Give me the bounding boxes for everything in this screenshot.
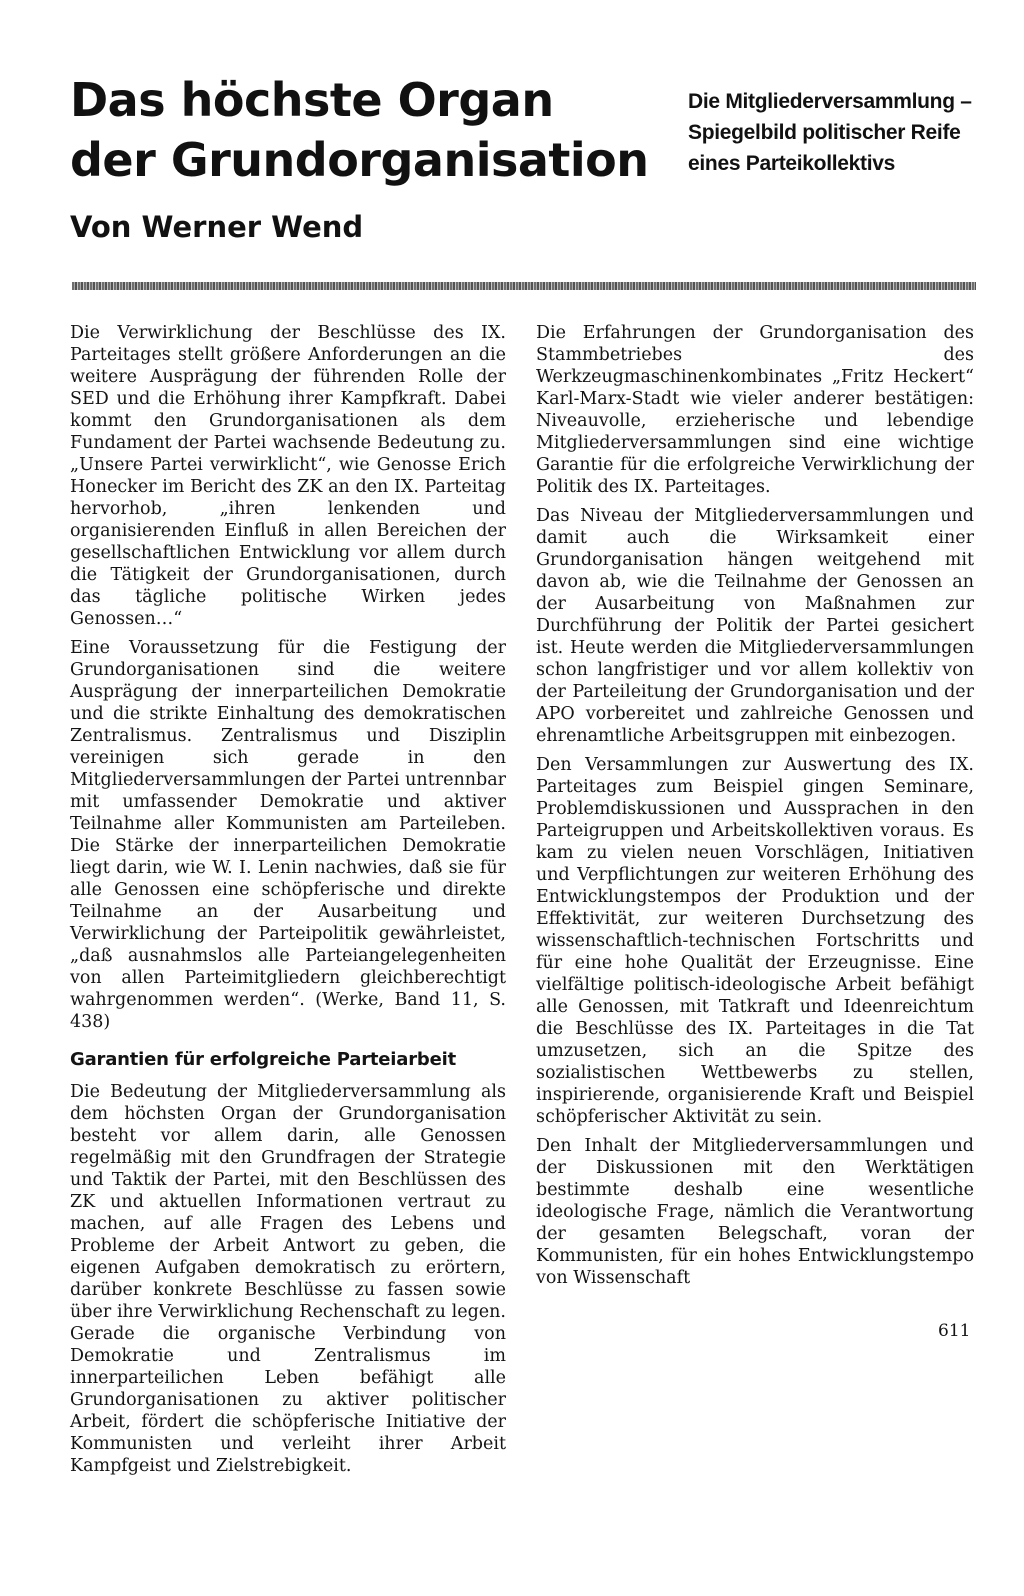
article-title-line-2: der Grundorganisation (70, 133, 649, 187)
right-column (536, 322, 974, 1296)
article-author: Von Werner Wend (70, 210, 364, 244)
article-subtitle (688, 86, 988, 179)
paragraph: Die Bedeutung der Mitgliederversammlung als dem höchsten Organ der Grundorganisation besteht vor allem darin, alle Genossen regelmäßig mit den Grundfragen der Strategie und Taktik der Partei, mit den Beschlüssen des ZK und aktuellen Informationen vertraut zu machen, auf alle Fragen des Lebens und Probleme der Arbeit Antwort zu geben, die eigenen Aufgaben demokratisch zu erörtern, darüber konkrete Beschlüsse zu fassen sowie über ihre Verwirklichung Rechenschaft zu legen. Gerade die organische Verbindung von Demokratie und Zentralismus im innerparteilichen Leben befähigt alle Grundorganisationen zu aktiver politischer Arbeit, fördert die schöpferische Initiative der Kommunisten und verleiht ihrer Arbeit Kampfgeist und Zielstrebigkeit. (70, 1082, 506, 1476)
header-rule (72, 282, 976, 290)
page-number: 611 (938, 1321, 971, 1341)
article-subtitle-line-2: Spiegelbild politischer Reife (688, 121, 961, 144)
paragraph: Den Inhalt der Mitgliederversammlungen und der Diskussionen mit den Werktätigen bestimmte deshalb eine wesentliche ideologische Frage, nämlich die Verantwortung der gesamten Belegschaft, voran der Kommunisten, für ein hohes Entwicklungstempo von Wissenschaft (536, 1136, 974, 1288)
paragraph: Die Verwirklichung der Beschlüsse des IX. Parteitages stellt größere Anforderungen an die weitere Ausprägung der führenden Rolle der SED und die Erhöhung ihrer Kampfkraft. Dabei kommt den Grundorganisationen als dem Fundament der Partei wachsende Bedeutung zu. „Unsere Partei verwirklicht“, wie Genosse Erich Honecker im Bericht des ZK an den IX. Parteitag hervorhob, „ihren lenkenden und organisierenden Einfluß in allen Bereichen der gesellschaftlichen Entwicklung vor allem durch die Tätigkeit der Grundorganisationen, durch das tägliche politische Wirken jedes Genossen…“ (70, 323, 506, 629)
column-divider (520, 326, 521, 1596)
paragraph: Den Versammlungen zur Auswertung des IX. Parteitages zum Beispiel gingen Seminare, Problemdiskussionen und Aussprachen in den Parteigruppen und Arbeitskollektiven voraus. Es kam zu vielen neuen Vorschlägen, Initiativen und Verpflichtungen zur weiteren Erhöhung des Entwicklungstempos der Produktion und der Effektivität, zur weiteren Durchsetzung des wissenschaftlich-technischen Fortschritts und für eine hohe Qualität der Erzeugnisse. Eine vielfältige politisch-ideologische Arbeit befähigt alle Genossen, mit Tatkraft und Ideenreichtum die Beschlüsse des IX. Parteitages in die Tat umzusetzen, sich an die Spitze des sozialistischen Wettbewerbs zu stellen, inspirierende, organisierende Kraft und Beispiel schöpferischer Aktivität zu sein. (536, 755, 974, 1127)
paragraph: Eine Voraussetzung für die Festigung der Grundorganisationen sind die weitere Ausprägung der innerparteilichen Demokratie und die strikte Einhaltung des demokratischen Zentralismus. Zentralismus und Disziplin vereinigen sich gerade in den Mitgliederversammlungen der Partei untrennbar mit umfassender Demokratie und aktiver Teilnahme aller Kommunisten am Parteileben. Die Stärke der innerparteilichen Demokratie liegt darin, wie W. I. Lenin nachwies, daß sie für alle Genossen eine schöpferische und direkte Teilnahme an der Ausarbeitung und Verwirklichung der Parteipolitik gewährleistet, „daß ausnahmslos alle Parteiangelegenheiten von allen Parteimitgliedern gleichberechtigt wahrgenommen werden“. (Werke, Band 11, S. 438) (70, 638, 506, 1032)
paragraph: Das Niveau der Mitgliederversammlungen und damit auch die Wirksamkeit einer Grundorganisation hängen weitgehend mit davon ab, wie die Teilnahme der Genossen an der Ausarbeitung von Maßnahmen zur Durchführung der Politik der Partei gesichert ist. Heute werden die Mitgliederversammlungen schon langfristiger und vor allem kollektiv von der Parteileitung der Grundorganisation und der APO vorbereitet und zahlreiche Genossen und ehrenamtliche Arbeitsgruppen mit einbezogen. (536, 506, 974, 746)
article-subtitle-line-3: eines Parteikollektivs (688, 152, 896, 175)
section-heading: Garantien für erfolgreiche Parteiarbeit (70, 1049, 456, 1070)
article-subtitle-line-1: Die Mitgliederversammlung – (688, 90, 972, 113)
paragraph: Die Erfahrungen der Grundorganisation des Stammbetriebes des Werkzeugmaschinenkombinates „Fritz Heckert“ Karl-Marx-Stadt wie vieler anderer bestätigen: Niveauvolle, erzieherische und lebendige Mitgliederversammlungen sind eine wichtige Garantie für die erfolgreiche Verwirklichung der Politik des IX. Parteitages. (536, 323, 974, 497)
article-title (70, 70, 650, 190)
left-column (70, 322, 506, 1484)
article-title-line-1: Das höchste Organ (70, 73, 554, 127)
